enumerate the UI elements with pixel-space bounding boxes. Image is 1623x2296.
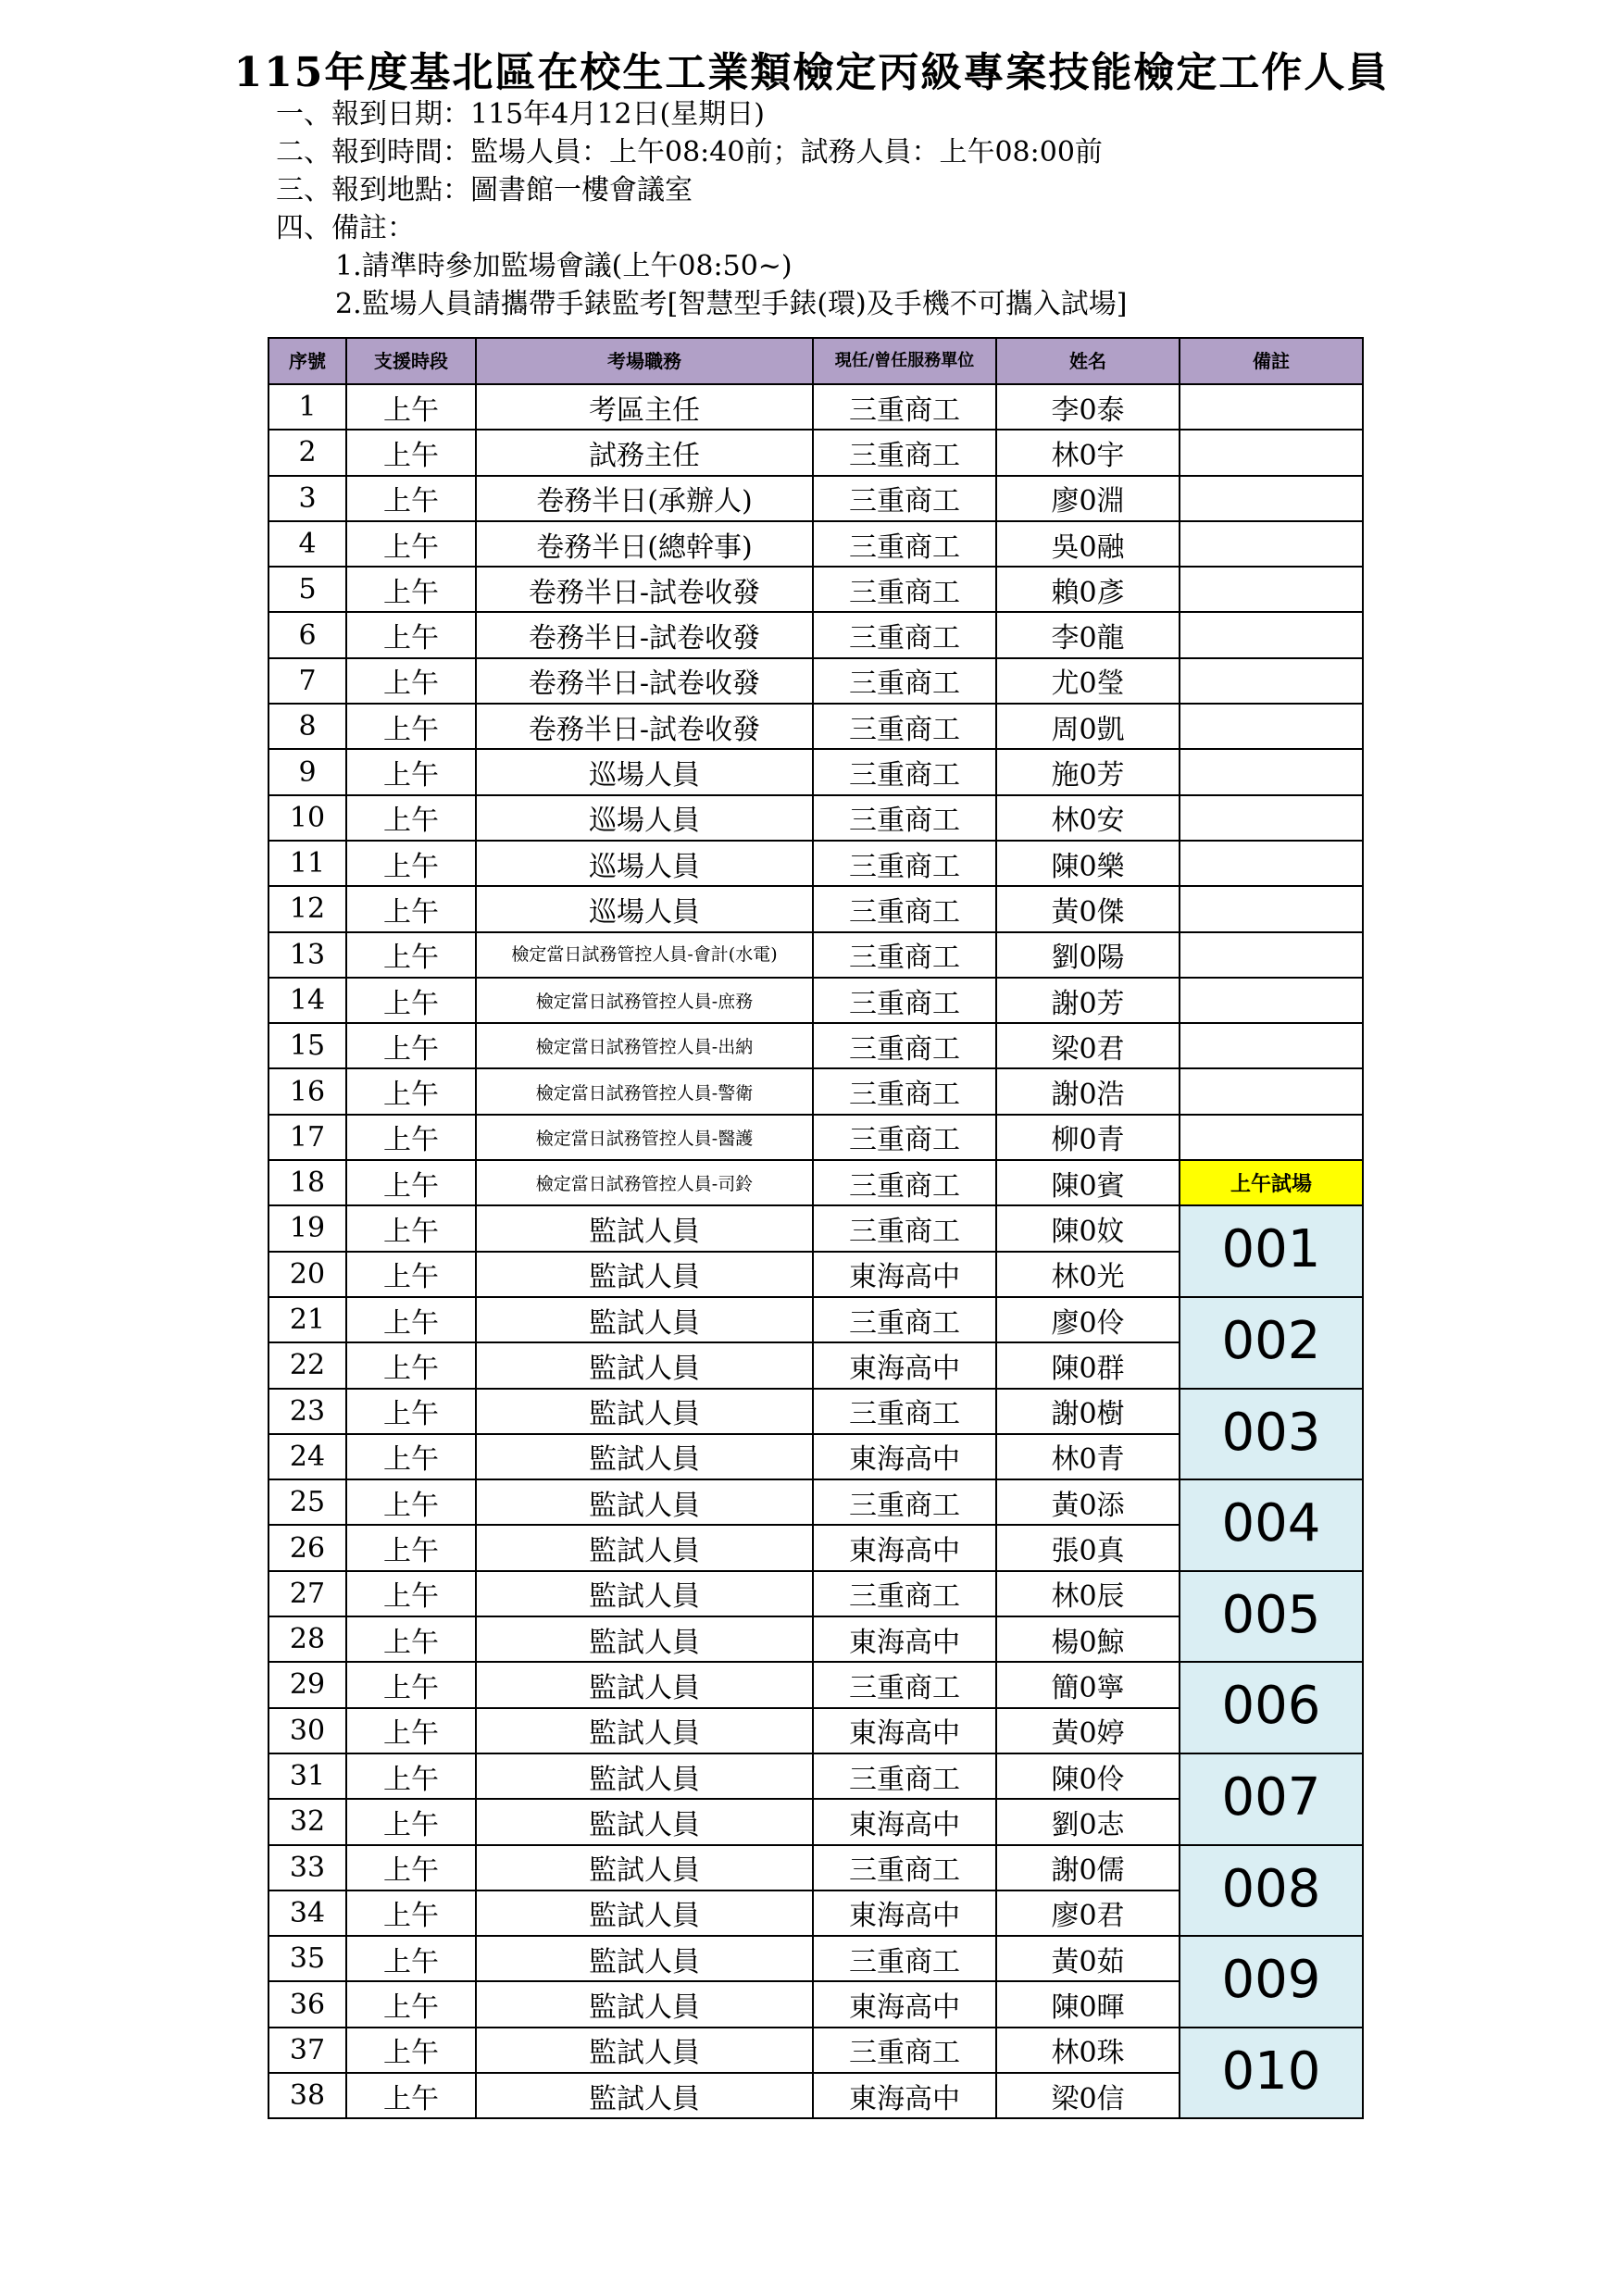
exam-room-number [1180,1389,1363,1480]
cell-name: 陳0暉 [996,1981,1180,2027]
cell-duty: 監試人員 [476,1342,813,1388]
cell-unit: 三重商工 [813,1753,996,1799]
cell-name: 林0安 [996,795,1180,841]
cell-name: 林0宇 [996,430,1180,475]
table-row [268,1936,1363,1981]
table-body [268,384,1363,2118]
exam-room-number [1180,1753,1363,1845]
cell-no: 6 [268,612,346,657]
cell-time: 上午 [346,1662,476,1707]
header-no: 序號 [268,338,346,384]
cell-remarks [1180,521,1363,567]
info-time: 二、報到時間：監場人員：上午08:40前；試務人員：上午08:00前 [276,136,1103,168]
cell-no: 16 [268,1068,346,1114]
cell-time: 上午 [346,1525,476,1570]
cell-remarks [1180,476,1363,521]
cell-name: 周0凱 [996,704,1180,749]
cell-no: 20 [268,1252,346,1297]
cell-duty: 考區主任 [476,384,813,430]
cell-no: 13 [268,932,346,978]
cell-remarks [1180,978,1363,1023]
table-row [268,567,1363,612]
cell-name: 柳0青 [996,1115,1180,1160]
cell-time: 上午 [346,1068,476,1114]
exam-room-label: 004 [1221,1493,1321,1554]
cell-unit: 三重商工 [813,1205,996,1251]
cell-unit: 三重商工 [813,1297,996,1342]
cell-duty: 監試人員 [476,1297,813,1342]
cell-unit: 三重商工 [813,1845,996,1890]
cell-name: 黃0添 [996,1479,1180,1525]
cell-duty: 卷務半日-試卷收發 [476,658,813,704]
cell-time: 上午 [346,1160,476,1205]
cell-unit: 三重商工 [813,795,996,841]
document-title: 115年度基北區在校生工業類檢定丙級專案技能檢定工作人員 [233,49,1390,96]
cell-unit: 東海高中 [813,2073,996,2118]
table-row [268,841,1363,886]
cell-unit: 東海高中 [813,1525,996,1570]
cell-duty: 巡場人員 [476,841,813,886]
cell-duty: 卷務半日(總幹事) [476,521,813,567]
cell-unit: 東海高中 [813,1708,996,1753]
cell-unit: 三重商工 [813,1160,996,1205]
table-row [268,430,1363,475]
cell-no: 37 [268,2028,346,2073]
cell-time: 上午 [346,612,476,657]
cell-unit: 三重商工 [813,1115,996,1160]
cell-name: 陳0賓 [996,1160,1180,1205]
table-row [268,1068,1363,1114]
cell-name: 陳0伶 [996,1753,1180,1799]
cell-remarks [1180,1115,1363,1160]
table-row [268,2028,1363,2073]
cell-unit: 東海高中 [813,1799,996,1844]
table-row [268,384,1363,430]
cell-unit: 三重商工 [813,521,996,567]
cell-time: 上午 [346,430,476,475]
cell-remarks [1180,749,1363,794]
cell-duty: 監試人員 [476,1799,813,1844]
cell-duty: 卷務半日-試卷收發 [476,567,813,612]
cell-unit: 三重商工 [813,1479,996,1525]
cell-unit: 三重商工 [813,2028,996,2073]
table-header-row [268,338,1363,384]
cell-unit: 東海高中 [813,1981,996,2027]
cell-duty: 巡場人員 [476,886,813,931]
table-row [268,1845,1363,1890]
exam-room-label: 007 [1221,1766,1321,1828]
cell-no: 18 [268,1160,346,1205]
cell-no: 22 [268,1342,346,1388]
exam-room-number [1180,1479,1363,1571]
cell-duty: 卷務半日-試卷收發 [476,704,813,749]
cell-name: 廖0君 [996,1890,1180,1936]
exam-room-number [1180,1936,1363,2028]
cell-name: 吳0融 [996,521,1180,567]
cell-name: 林0青 [996,1434,1180,1479]
cell-no: 17 [268,1115,346,1160]
exam-room-label: 003 [1221,1402,1321,1463]
cell-duty: 監試人員 [476,1753,813,1799]
cell-no: 25 [268,1479,346,1525]
cell-name: 陳0群 [996,1342,1180,1388]
cell-time: 上午 [346,1205,476,1251]
table-row [268,704,1363,749]
table-row [268,1479,1363,1525]
exam-room-number [1180,1662,1363,1753]
exam-room-label: 002 [1221,1310,1321,1371]
cell-no: 31 [268,1753,346,1799]
cell-no: 10 [268,795,346,841]
cell-duty: 檢定當日試務管控人員-司鈴 [476,1160,813,1205]
cell-no: 32 [268,1799,346,1844]
cell-time: 上午 [346,1936,476,1981]
info-note-2: 2.監場人員請攜帶手錶監考[智慧型手錶(環)及手機不可攜入試場] [335,288,1128,320]
cell-unit: 東海高中 [813,1616,996,1662]
cell-time: 上午 [346,1616,476,1662]
cell-duty: 監試人員 [476,1389,813,1434]
table-row [268,1571,1363,1616]
header-time: 支援時段 [346,338,476,384]
cell-name: 謝0芳 [996,978,1180,1023]
cell-no: 15 [268,1023,346,1068]
cell-remarks [1180,567,1363,612]
cell-duty: 試務主任 [476,430,813,475]
cell-name: 尤0瑩 [996,658,1180,704]
cell-no: 36 [268,1981,346,2027]
cell-duty: 監試人員 [476,1981,813,2027]
cell-remarks [1180,886,1363,931]
cell-name: 陳0樂 [996,841,1180,886]
cell-no: 30 [268,1708,346,1753]
cell-unit: 三重商工 [813,430,996,475]
table-row [268,795,1363,841]
exam-room-label: 006 [1221,1676,1321,1737]
info-date: 一、報到日期：115年4月12日(星期日) [276,98,765,131]
cell-unit: 東海高中 [813,1890,996,1936]
table-row [268,476,1363,521]
cell-duty: 監試人員 [476,1571,813,1616]
cell-time: 上午 [346,749,476,794]
info-note-1: 1.請準時參加監場會議(上午08:50~) [335,250,793,282]
cell-remarks [1180,658,1363,704]
exam-room-label: 010 [1221,2040,1321,2102]
cell-no: 3 [268,476,346,521]
info-block [276,95,1127,323]
cell-no: 2 [268,430,346,475]
cell-no: 23 [268,1389,346,1434]
cell-time: 上午 [346,1890,476,1936]
cell-unit: 三重商工 [813,1662,996,1707]
cell-time: 上午 [346,658,476,704]
cell-duty: 監試人員 [476,2073,813,2118]
cell-name: 李0龍 [996,612,1180,657]
cell-time: 上午 [346,1708,476,1753]
cell-unit: 三重商工 [813,1068,996,1114]
cell-duty: 巡場人員 [476,795,813,841]
cell-time: 上午 [346,1845,476,1890]
cell-no: 12 [268,886,346,931]
exam-room-number [1180,2028,1363,2119]
cell-time: 上午 [346,521,476,567]
cell-remarks [1180,612,1363,657]
cell-duty: 檢定當日試務管控人員-庶務 [476,978,813,1023]
cell-time: 上午 [346,2073,476,2118]
cell-time: 上午 [346,841,476,886]
cell-time: 上午 [346,1342,476,1388]
cell-no: 7 [268,658,346,704]
cell-unit: 三重商工 [813,932,996,978]
cell-time: 上午 [346,1981,476,2027]
cell-duty: 檢定當日試務管控人員-出納 [476,1023,813,1068]
cell-time: 上午 [346,1023,476,1068]
cell-time: 上午 [346,932,476,978]
cell-remarks [1180,1023,1363,1068]
table-row [268,658,1363,704]
cell-time: 上午 [346,476,476,521]
exam-room-number [1180,1845,1363,1937]
cell-time: 上午 [346,1297,476,1342]
cell-no: 24 [268,1434,346,1479]
exam-room-label: 009 [1221,1950,1321,2011]
cell-no: 34 [268,1890,346,1936]
cell-unit: 三重商工 [813,1571,996,1616]
cell-name: 楊0鯨 [996,1616,1180,1662]
cell-no: 26 [268,1525,346,1570]
cell-remarks [1180,932,1363,978]
table-row [268,1205,1363,1251]
cell-duty: 卷務半日-試卷收發 [476,612,813,657]
cell-name: 劉0志 [996,1799,1180,1844]
cell-no: 8 [268,704,346,749]
cell-unit: 三重商工 [813,567,996,612]
table-row [268,612,1363,657]
cell-duty: 檢定當日試務管控人員-會計(水電) [476,932,813,978]
cell-unit: 三重商工 [813,476,996,521]
cell-no: 19 [268,1205,346,1251]
cell-name: 謝0浩 [996,1068,1180,1114]
cell-name: 林0珠 [996,2028,1180,2073]
header-unit: 現任/曾任服務單位 [813,338,996,384]
table-row [268,1753,1363,1799]
header-duty: 考場職務 [476,338,813,384]
cell-duty: 監試人員 [476,1662,813,1707]
table-row [268,1662,1363,1707]
cell-no: 28 [268,1616,346,1662]
cell-unit: 三重商工 [813,384,996,430]
cell-name: 梁0君 [996,1023,1180,1068]
cell-duty: 監試人員 [476,1845,813,1890]
cell-unit: 三重商工 [813,1023,996,1068]
cell-unit: 三重商工 [813,1389,996,1434]
table-row [268,749,1363,794]
cell-duty: 監試人員 [476,1936,813,1981]
cell-duty: 監試人員 [476,1616,813,1662]
cell-no: 38 [268,2073,346,2118]
cell-no: 1 [268,384,346,430]
header-name: 姓名 [996,338,1180,384]
cell-time: 上午 [346,1753,476,1799]
cell-time: 上午 [346,1252,476,1297]
cell-name: 劉0陽 [996,932,1180,978]
cell-duty: 檢定當日試務管控人員-警衛 [476,1068,813,1114]
cell-remarks [1180,795,1363,841]
cell-no: 4 [268,521,346,567]
cell-no: 33 [268,1845,346,1890]
cell-unit: 東海高中 [813,1342,996,1388]
cell-duty: 卷務半日(承辦人) [476,476,813,521]
cell-remarks [1180,704,1363,749]
cell-time: 上午 [346,384,476,430]
cell-duty: 巡場人員 [476,749,813,794]
cell-time: 上午 [346,1571,476,1616]
cell-name: 張0真 [996,1525,1180,1570]
cell-unit: 三重商工 [813,886,996,931]
cell-unit: 三重商工 [813,658,996,704]
exam-room-number [1180,1297,1363,1389]
info-location: 三、報到地點：圖書館一樓會議室 [276,174,693,206]
cell-no: 11 [268,841,346,886]
cell-name: 黃0傑 [996,886,1180,931]
table-row [268,932,1363,978]
cell-unit: 三重商工 [813,841,996,886]
cell-unit: 東海高中 [813,1434,996,1479]
cell-unit: 東海高中 [813,1252,996,1297]
cell-name: 梁0信 [996,2073,1180,2118]
cell-name: 林0辰 [996,1571,1180,1616]
cell-duty: 監試人員 [476,1479,813,1525]
cell-name: 廖0淵 [996,476,1180,521]
cell-duty: 監試人員 [476,1708,813,1753]
cell-time: 上午 [346,704,476,749]
cell-no: 14 [268,978,346,1023]
exam-room-label: 001 [1221,1219,1321,1280]
cell-duty: 監試人員 [476,1890,813,1936]
cell-unit: 三重商工 [813,1936,996,1981]
table-row [268,978,1363,1023]
cell-name: 李0泰 [996,384,1180,430]
cell-remarks [1180,384,1363,430]
info-remarks-heading: 四、備註： [276,212,415,244]
cell-duty: 檢定當日試務管控人員-醫護 [476,1115,813,1160]
cell-duty: 監試人員 [476,2028,813,2073]
cell-time: 上午 [346,1799,476,1844]
cell-no: 35 [268,1936,346,1981]
cell-no: 5 [268,567,346,612]
cell-time: 上午 [346,1434,476,1479]
exam-room-label: 008 [1221,1858,1321,1919]
cell-remarks [1180,430,1363,475]
cell-name: 陳0妏 [996,1205,1180,1251]
table-row [268,1297,1363,1342]
cell-remarks [1180,841,1363,886]
cell-time: 上午 [346,567,476,612]
cell-duty: 監試人員 [476,1205,813,1251]
cell-time: 上午 [346,1389,476,1434]
cell-name: 黃0茹 [996,1936,1180,1981]
session-label: 上午試場 [1180,1160,1363,1205]
cell-time: 上午 [346,886,476,931]
cell-name: 林0光 [996,1252,1180,1297]
cell-name: 謝0儒 [996,1845,1180,1890]
cell-unit: 三重商工 [813,749,996,794]
cell-name: 施0芳 [996,749,1180,794]
exam-room-number [1180,1205,1363,1297]
cell-no: 21 [268,1297,346,1342]
cell-name: 廖0伶 [996,1297,1180,1342]
cell-remarks [1180,1068,1363,1114]
table-row [268,886,1363,931]
table-row [268,1160,1363,1205]
cell-no: 27 [268,1571,346,1616]
cell-time: 上午 [346,2028,476,2073]
cell-name: 謝0樹 [996,1389,1180,1434]
cell-name: 簡0寧 [996,1662,1180,1707]
cell-time: 上午 [346,978,476,1023]
cell-name: 賴0彥 [996,567,1180,612]
cell-time: 上午 [346,1115,476,1160]
cell-duty: 監試人員 [476,1525,813,1570]
header-remarks: 備註 [1180,338,1363,384]
cell-no: 29 [268,1662,346,1707]
cell-unit: 三重商工 [813,612,996,657]
table-row [268,521,1363,567]
exam-room-label: 005 [1221,1584,1321,1645]
cell-duty: 監試人員 [476,1252,813,1297]
table-row [268,1389,1363,1434]
staff-table [268,337,1364,2119]
cell-no: 9 [268,749,346,794]
table-row [268,1023,1363,1068]
cell-time: 上午 [346,1479,476,1525]
table-row [268,1115,1363,1160]
cell-duty: 監試人員 [476,1434,813,1479]
cell-name: 黃0婷 [996,1708,1180,1753]
cell-unit: 三重商工 [813,704,996,749]
cell-time: 上午 [346,795,476,841]
cell-unit: 三重商工 [813,978,996,1023]
exam-room-number [1180,1571,1363,1663]
